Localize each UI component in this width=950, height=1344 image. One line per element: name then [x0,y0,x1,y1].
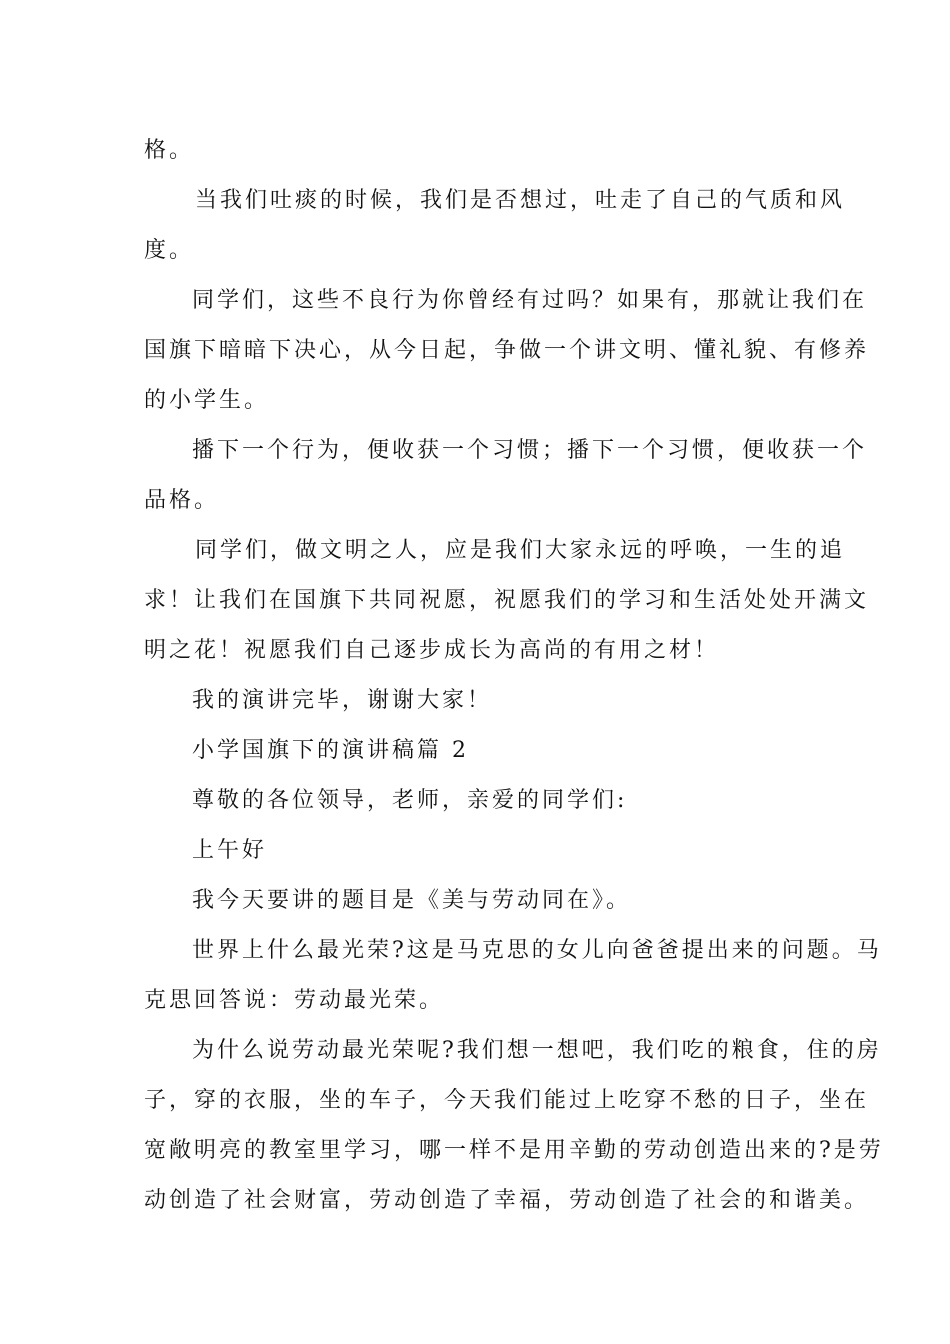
text-line: 明之花！祝愿我们自己逐步成长为高尚的有用之材！ [144,638,720,663]
text-line: 同学们，做文明之人，应是我们大家永远的呼唤，一生的追 [195,538,846,563]
text-line: 为什么说劳动最光荣呢?我们想一想吧，我们吃的粮食，住的房 [192,1038,882,1063]
text-line: 尊敬的各位领导，老师，亲爱的同学们: [192,788,628,813]
text-line: 上午好 [192,838,268,863]
text-line: 同学们，这些不良行为你曾经有过吗？如果有，那就让我们在 [192,288,868,313]
text-line: 当我们吐痰的时候，我们是否想过，吐走了自己的气质和风 [195,188,846,213]
text-line: 我的演讲完毕，谢谢大家！ [192,688,493,713]
text-line: 克思回答说：劳动最光荣。 [144,988,445,1013]
text-line: 求！让我们在国旗下共同祝愿，祝愿我们的学习和生活处处开满文 [144,588,870,613]
section-heading: 小学国旗下的演讲稿篇 2 [192,738,469,763]
text-line: 的小学生。 [144,388,270,413]
text-line: 世界上什么最光荣?这是马克思的女儿向爸爸提出来的问题。马 [192,938,882,963]
text-line: 动创造了社会财富，劳动创造了幸福，劳动创造了社会的和谐美。 [144,1188,870,1213]
text-line: 宽敞明亮的教室里学习，哪一样不是用辛勤的劳动创造出来的?是劳 [144,1138,884,1163]
text-line: 品格。 [144,488,220,513]
text-line: 我今天要讲的题目是《美与劳动同在》。 [192,888,632,913]
text-line: 国旗下暗暗下决心，从今日起，争做一个讲文明、懂礼貌、有修养 [144,338,870,363]
text-line: 子，穿的衣服，坐的车子，今天我们能过上吃穿不愁的日子，坐在 [144,1088,870,1113]
text-line: 播下一个行为，便收获一个习惯；播下一个习惯，便收获一个 [192,438,868,463]
text-line: 度。 [144,238,195,263]
text-line: 格。 [144,138,195,163]
